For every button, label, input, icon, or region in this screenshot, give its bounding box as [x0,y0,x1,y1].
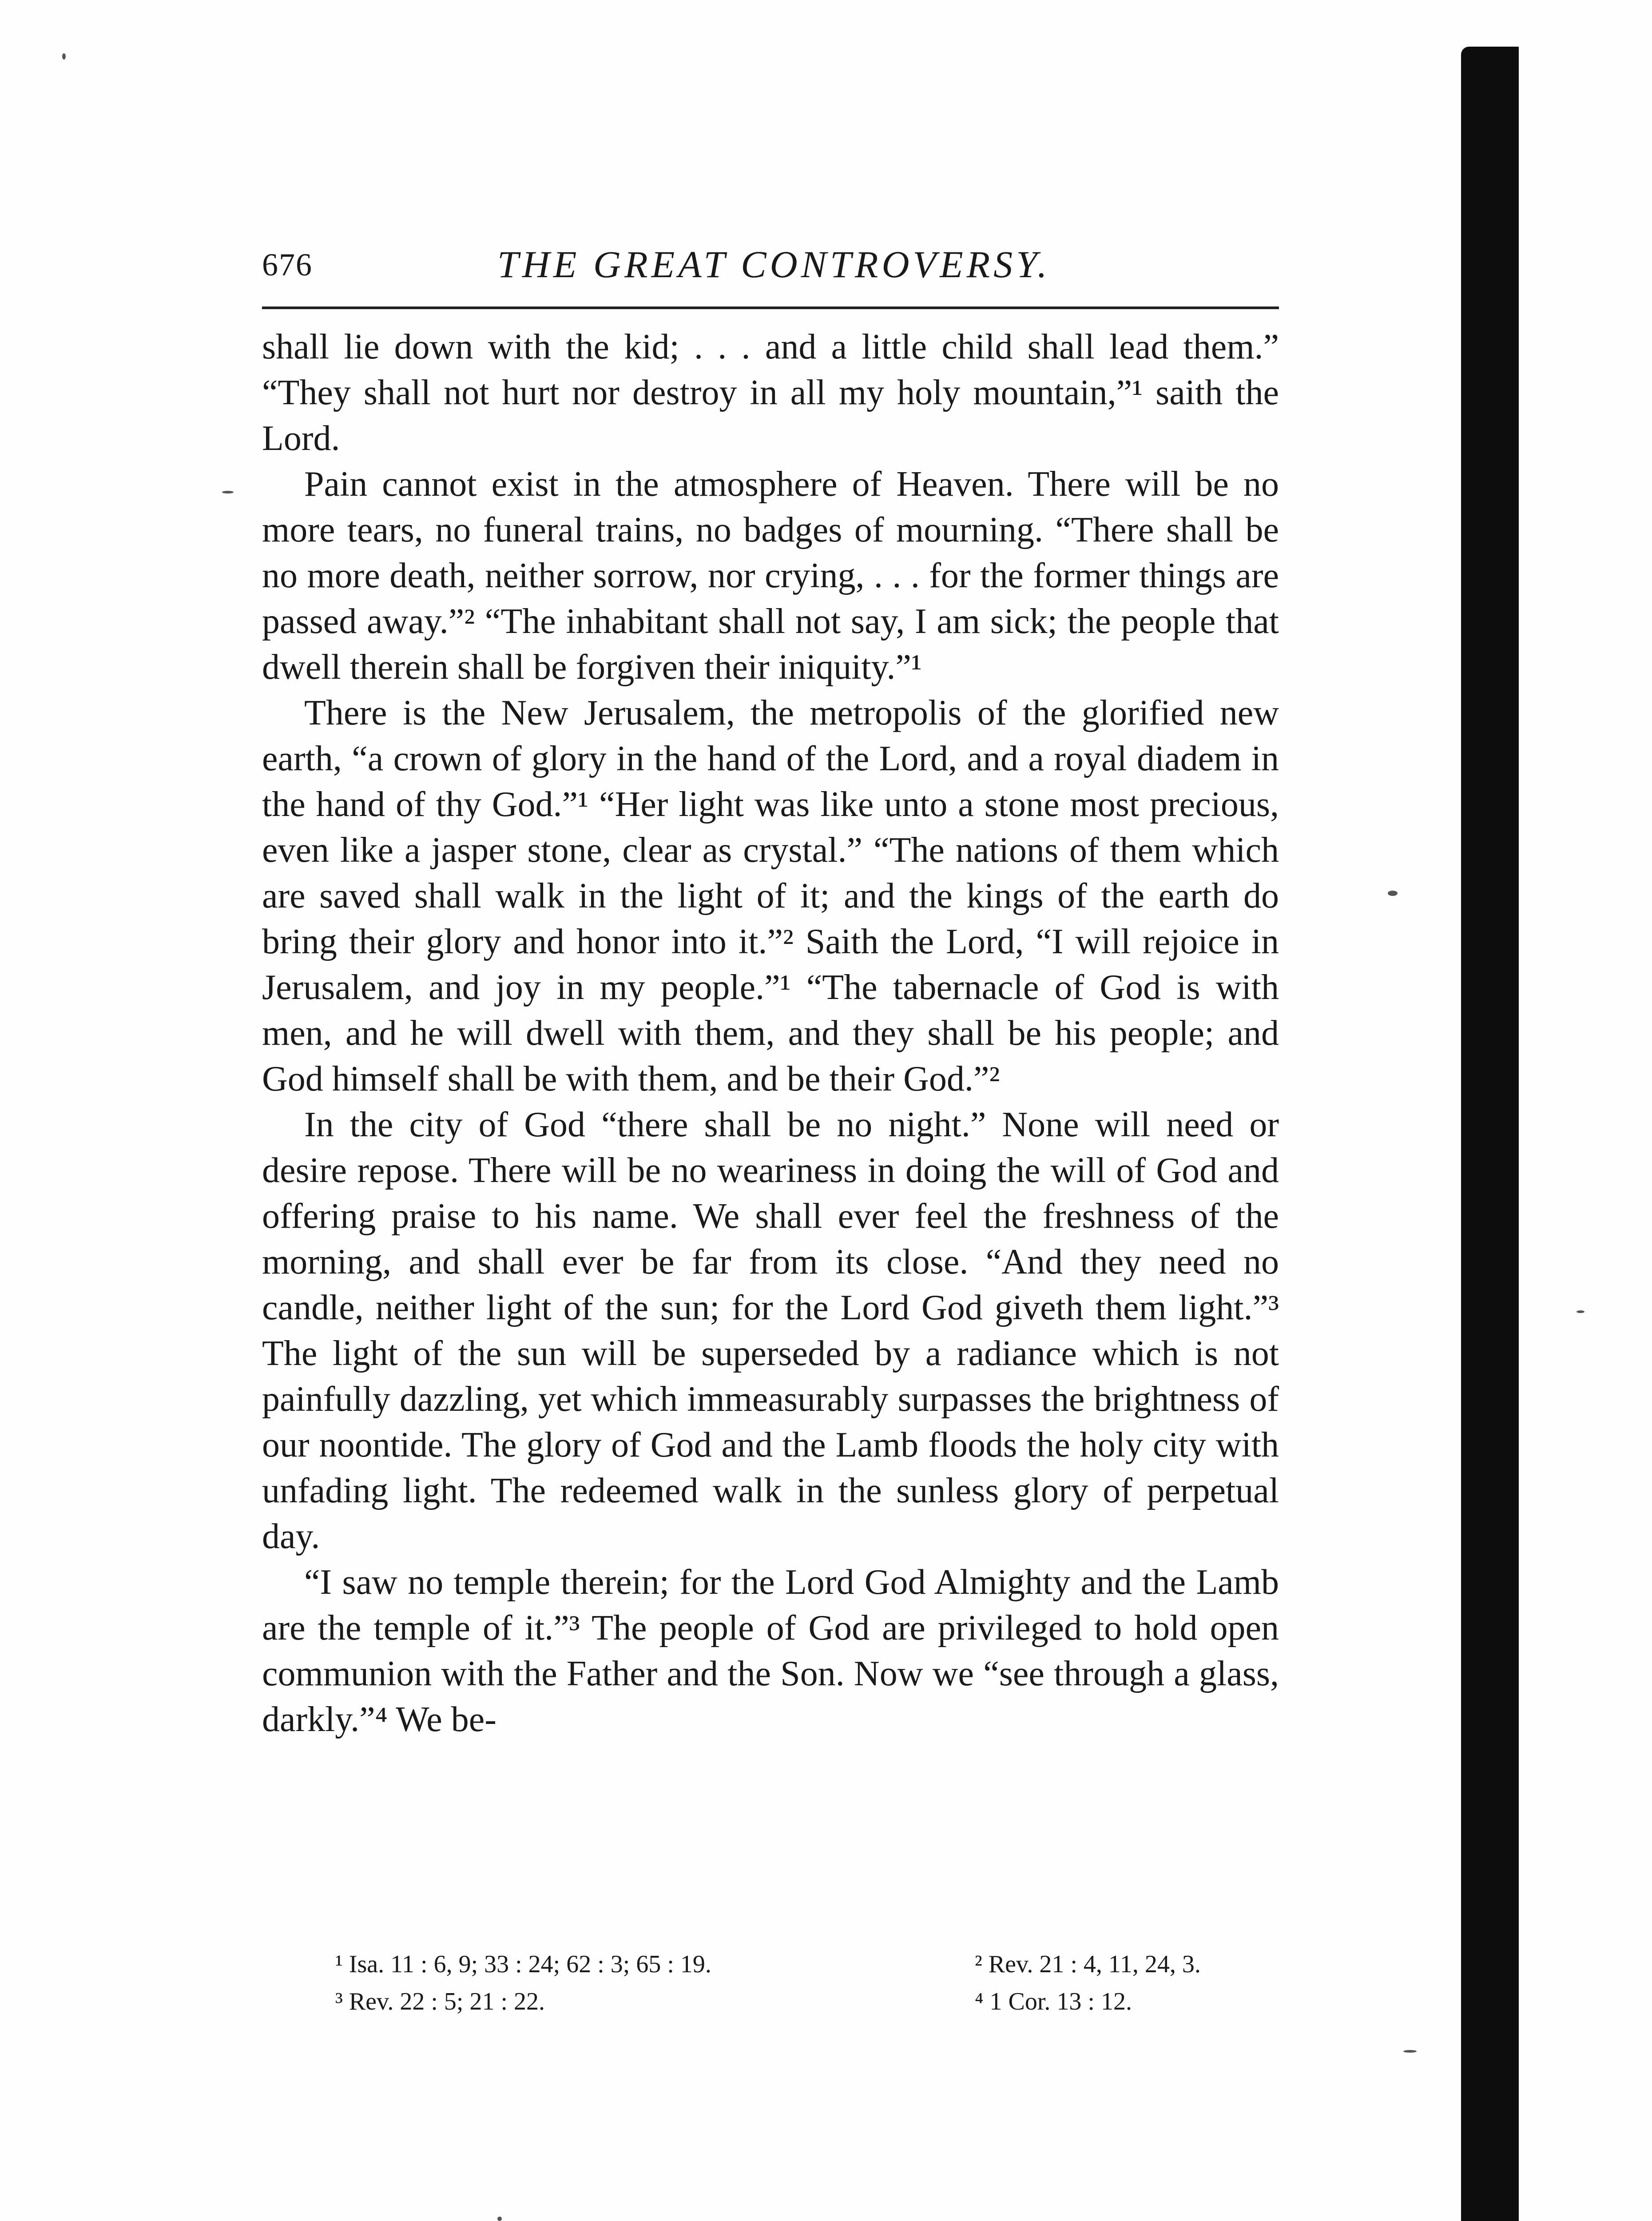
scan-speck [1388,891,1398,896]
footnote-1: ¹ Isa. 11 : 6, 9; 33 : 24; 62 : 3; 65 : 19. [335,1950,711,1978]
paragraph-pain: Pain cannot exist in the atmosphere of Heaven. There will be no more tears, no funeral trains, no badges of mourning. “There shall be no more death, neither sorrow, nor crying, . . . for the former things are passed away.”² “The inhabitant shall not say, I am sick; the people that dwell therein shall be forgiven their iniquity.”¹ [262,465,1279,687]
scan-speck [62,53,66,60]
footnote-row [335,1983,1250,2020]
scan-edge-shadow [1461,47,1519,2221]
scan-speck [497,2217,502,2221]
footnote-3: ³ Rev. 22 : 5; 21 : 22. [335,1988,545,2015]
footnote-row [335,1946,1250,1983]
paragraph-no-temple: “I saw no temple therein; for the Lord God Almighty and the Lamb are the temple of it.”³ The people of God are privileged to hold open communion with the Father and the Son. Now we “see through a glass, darkly.”⁴ We be- [262,1563,1279,1739]
page-number: 676 [262,247,313,283]
paragraph-new-jerusalem: There is the New Jerusalem, the metropolis of the glorified new earth, “a crown of glory in the hand of the Lord, and a royal diadem in the hand of thy God.”¹ “Her light was like unto a stone most precious, even like a jasper stone, clear as crystal.” “The nations of them which are saved shall walk in the light of it; and the kings of the earth do bring their glory and honor into it.”² Saith the Lord, “I will rejoice in Jerusalem, and joy in my people.”¹ “The tabernacle of God is with men, and he will dwell with them, and they shall be his people; and God himself shall be with them, and be their God.”² [262,693,1279,1099]
body-text [262,324,1279,1743]
footnote-2: ² Rev. 21 : 4, 11, 24, 3. [975,1950,1201,1978]
paragraph-continuation: shall lie down with the kid; . . . and a little child shall lead them.” “They shall not hurt nor destroy in all my holy mountain,”¹ saith the Lord. [262,327,1279,458]
footnote-4: ⁴ 1 Cor. 13 : 12. [975,1988,1132,2015]
scan-speck [1403,2050,1417,2053]
scan-speck [222,491,234,494]
scan-speck [1577,1310,1584,1313]
header-rule [262,306,1279,309]
footnotes [335,1946,1250,2020]
running-title: THE GREAT CONTROVERSY. [497,243,1051,286]
running-head [262,242,1279,291]
paragraph-no-night: In the city of God “there shall be no night.” None will need or desire repose. There will be no weariness in doing the will of God and offering praise to his name. We shall ever feel the freshness of the morning, and shall ever be far from its close. “And they need no candle, neither light of the sun; for the Lord God giveth them light.”³ The light of the sun will be superseded by a radiance which is not painfully dazzling, yet which immeasurably surpasses the brightness of our noontide. The glory of God and the Lamb floods the holy city with unfading light. The redeemed walk in the sunless glory of perpetual day. [262,1105,1279,1556]
